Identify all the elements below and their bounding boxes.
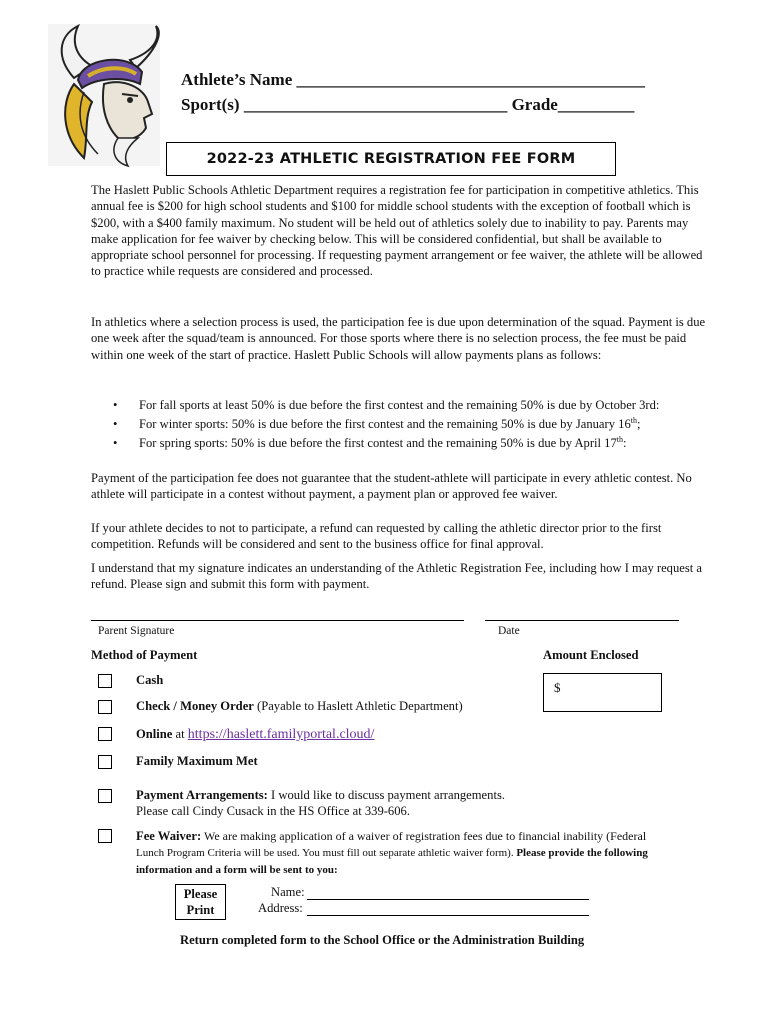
athlete-name-label: Athlete’s Name xyxy=(181,70,293,89)
dollar-sign: $ xyxy=(554,680,561,695)
return-instructions: Return completed form to the School Office or the Administration Building xyxy=(180,933,585,947)
address-label: Address: xyxy=(258,901,303,915)
please-print-box: Please Print xyxy=(175,884,226,920)
viking-mascot-logo xyxy=(44,18,170,172)
method-of-payment-heading: Method of Payment xyxy=(91,648,198,662)
name-label: Name: xyxy=(271,885,305,899)
check-money-order-label: Check / Money Order (Payable to Haslett Athletic Department) xyxy=(136,699,463,713)
address-field[interactable] xyxy=(307,915,589,916)
grade-label: Grade xyxy=(511,95,558,114)
list-item: • For winter sports: 50% is due before the first contest and the remaining 50% is due by January 16th; xyxy=(110,415,659,434)
online-checkbox[interactable] xyxy=(98,727,112,741)
fee-policy-paragraph: The Haslett Public Schools Athletic Department requires a registration fee for participation in competitive athletics. This annual fee is $200 for high school students and $100 for middle school students with the exception of football which is $200, with a $400 family maximum. No student will be held out of athletics solely due to inability to pay. Parents may make application for fee waiver by checking below. This will be considered confidential, but shall be available to appropriate school personnel for processing. If requesting payment arrangement or fee waiver, the athlete will be allowed to practice while requests are considered and processed. xyxy=(91,183,703,279)
fee-waiver-checkbox[interactable] xyxy=(98,829,112,843)
parent-signature-label: Parent Signature xyxy=(98,625,175,637)
payment-arrangements-checkbox[interactable] xyxy=(98,789,112,803)
participation-paragraph: Payment of the participation fee does not guarantee that the student-athlete will participate in every athletic contest. No athlete will participate in a contest without payment, a payment plan or approved fee waiver. xyxy=(91,471,692,502)
family-maximum-checkbox[interactable] xyxy=(98,755,112,769)
sports-label: Sport(s) xyxy=(181,95,240,114)
date-line[interactable] xyxy=(485,620,679,621)
list-item: • For fall sports at least 50% is due before the first contest and the remaining 50% is due by October 3rd: xyxy=(110,396,659,415)
date-label: Date xyxy=(498,625,520,637)
family-portal-link[interactable]: https://haslett.familyportal.cloud/ xyxy=(187,727,375,742)
athlete-name-line xyxy=(181,70,645,90)
sports-field[interactable]: _______________________________ xyxy=(243,95,508,114)
online-label: Online at https://haslett.familyportal.cloud/ xyxy=(136,727,375,742)
family-maximum-label: Family Maximum Met xyxy=(136,754,258,768)
payment-timing-paragraph: In athletics where a selection process is used, the participation fee is due upon determination of the squad. Payment is due one week after the squad/team is announced. For those sports where there is no selection process, the fee must be paid within one week of the start of practice. Haslett Public Schools will allow payments plans as follows: xyxy=(91,315,706,362)
form-title: 2022-23 ATHLETIC REGISTRATION FEE FORM xyxy=(166,142,616,176)
sports-grade-line xyxy=(181,95,634,115)
cash-label: Cash xyxy=(136,673,164,687)
amount-enclosed-heading: Amount Enclosed xyxy=(543,648,639,662)
fee-waiver-label: Fee Waiver: We are making application of a waiver of registration fees due to financial inability (Federal Lunch Program Criteria will be used. You must fill out separate athletic waiver form). Please provide the following information and a form will be sent to you: xyxy=(136,829,648,876)
payment-arrangements-label: Payment Arrangements: I would like to discuss payment arrangements. Please call Cindy Cusack in the HS Office at 339-606. xyxy=(136,788,505,818)
viking-head-icon xyxy=(44,18,170,172)
athlete-name-field[interactable]: _________________________________________ xyxy=(296,70,645,89)
check-money-order-checkbox[interactable] xyxy=(98,700,112,714)
name-field[interactable] xyxy=(307,899,589,900)
refund-paragraph: If your athlete decides to not to participate, a refund can requested by calling the athletic director prior to the first competition. Refunds will be considered and sent to the business office for final approval. xyxy=(91,521,662,552)
grade-field[interactable]: _________ xyxy=(557,95,635,114)
list-item: • For spring sports: 50% is due before the first contest and the remaining 50% is due by April 17th: xyxy=(110,434,659,453)
signature-acknowledgement: I understand that my signature indicates an understanding of the Athletic Registration Fee, including how I may request a refund. Please sign and submit this form with payment. xyxy=(91,561,702,592)
parent-signature-line[interactable] xyxy=(91,620,464,621)
cash-checkbox[interactable] xyxy=(98,674,112,688)
payment-plan-list xyxy=(110,396,659,453)
amount-enclosed-field[interactable] xyxy=(543,673,662,712)
